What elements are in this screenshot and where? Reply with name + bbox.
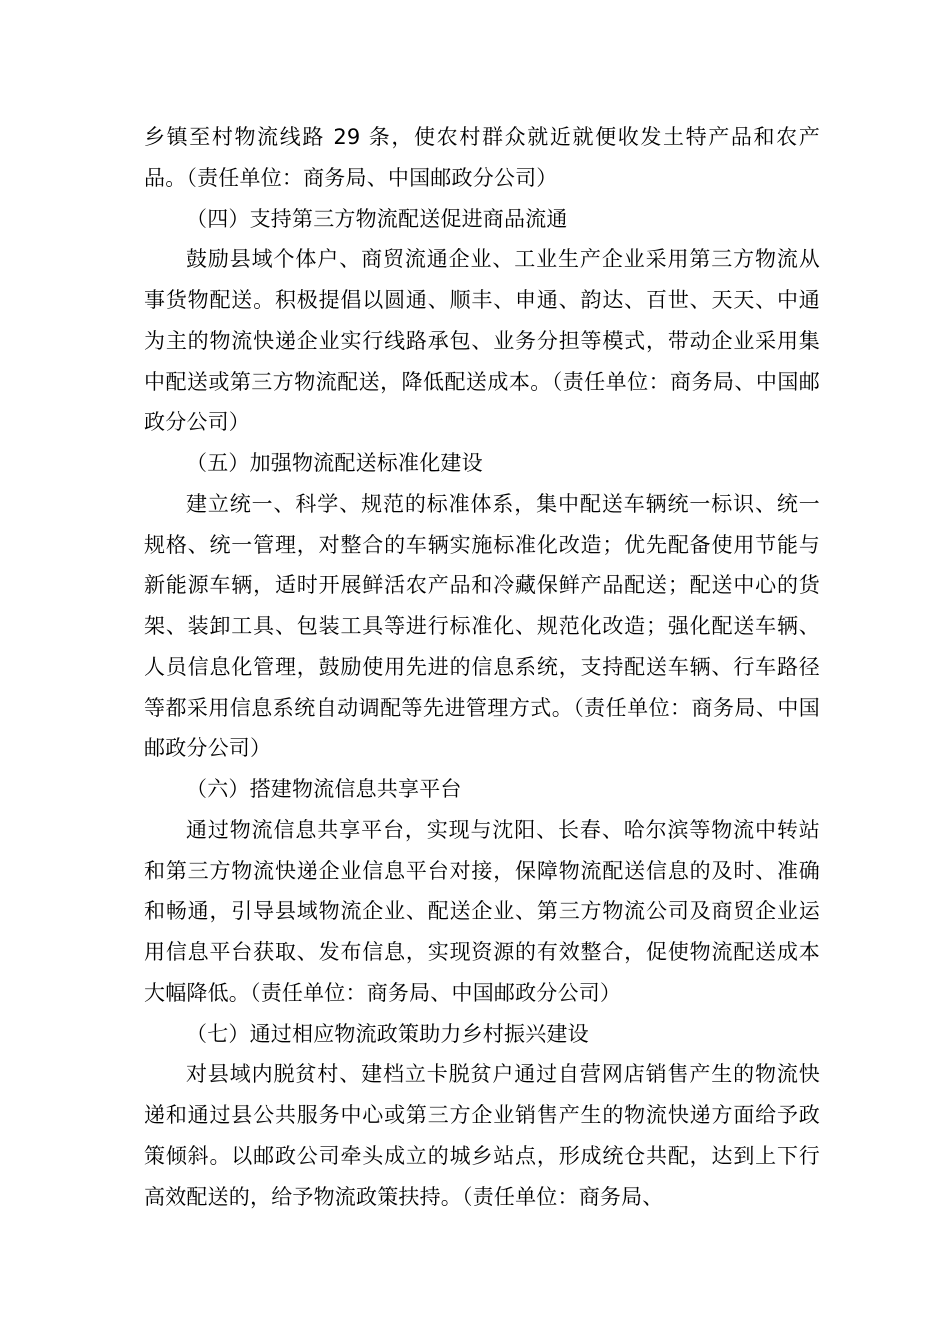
- paragraph-section-6: 通过物流信息共享平台，实现与沈阳、长春、哈尔滨等物流中转站和第三方物流快递企业信息平台对接，保障物流配送信息的及时、准确和畅通，引导县域物流企业、配送企业、第三方物流公司及商贸企业运用信息平台获取、发布信息，实现资源的有效整合，促使物流配送成本大幅降低。（责任单位：商务局、中国邮政分公司）: [144, 817, 820, 1005]
- paragraph-continuation: 乡镇至村物流线路 29 条，使农村群众就近就便收发土特产品和农产品。（责任单位：商务局、中国邮政分公司）: [144, 125, 820, 190]
- section-heading-5: （五）加强物流配送标准化建设: [186, 451, 483, 475]
- section-heading-6: （六）搭建物流信息共享平台: [186, 777, 462, 801]
- section-heading-7: （七）通过相应物流政策助力乡村振兴建设: [186, 1021, 589, 1046]
- section-heading-4: （四）支持第三方物流配送促进商品流通: [186, 206, 568, 231]
- paragraph-section-7: 对县域内脱贫村、建档立卡脱贫户通过自营网店销售产生的物流快递和通过县公共服务中心或第三方企业销售产生的物流快递方面给予政策倾斜。以邮政公司牵头成立的城乡站点，形成统仓共配，达到上下行高效配送的，给予物流政策扶持。（责任单位：商务局、: [144, 1062, 820, 1209]
- paragraph-section-4: 鼓励县域个体户、商贸流通企业、工业生产企业采用第三方物流从事货物配送。积极提倡以圆通、顺丰、申通、韵达、百世、天天、中通为主的物流快递企业实行线路承包、业务分担等模式，带动企业采用集中配送或第三方物流配送，降低配送成本。（责任单位：商务局、中国邮政分公司）: [144, 247, 820, 435]
- document-body: [144, 117, 820, 1217]
- paragraph-section-5: 建立统一、科学、规范的标准体系，集中配送车辆统一标识、统一规格、统一管理，对整合的车辆实施标准化改造；优先配备使用节能与新能源车辆，适时开展鲜活农产品和冷藏保鲜产品配送；配送中心的货架、装卸工具、包装工具等进行标准化、规范化改造；强化配送车辆、人员信息化管理，鼓励使用先进的信息系统，支持配送车辆、行车路径等都采用信息系统自动调配等先进管理方式。（责任单位：商务局、中国邮政分公司）: [144, 491, 820, 761]
